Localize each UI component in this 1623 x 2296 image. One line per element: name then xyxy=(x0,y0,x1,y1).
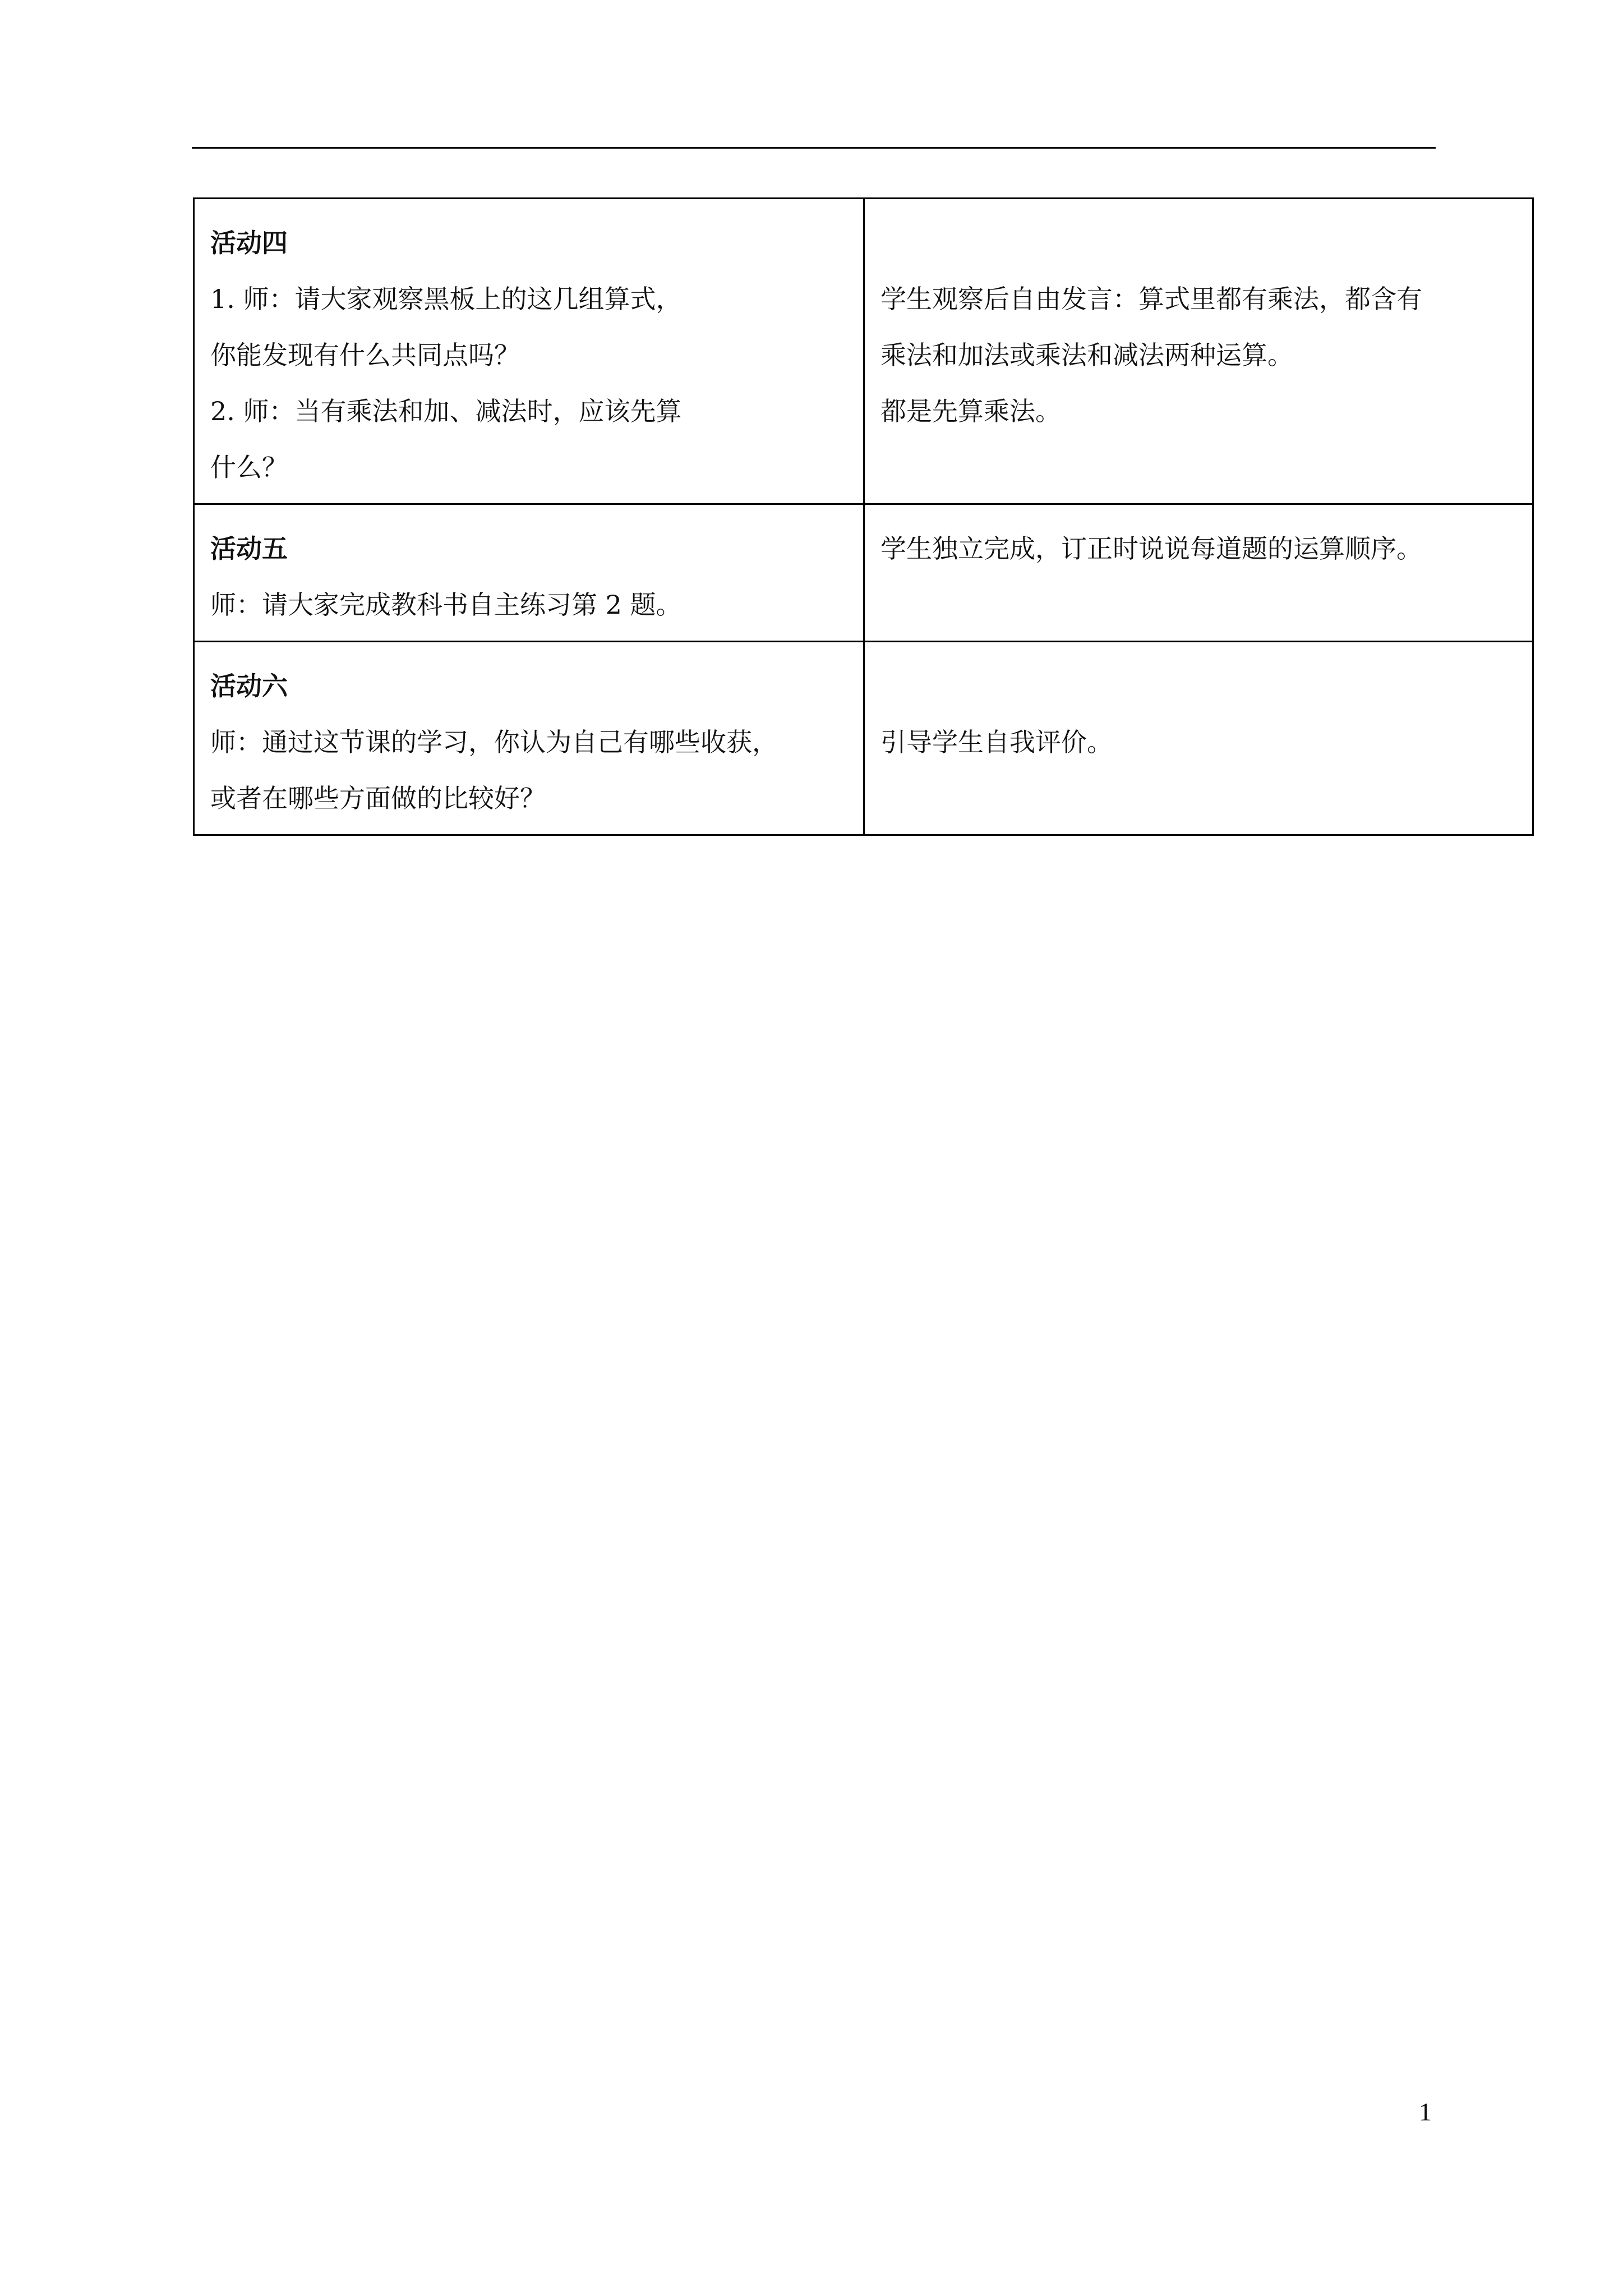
student-text-line: 都是先算乘法。 xyxy=(880,396,1061,426)
page-number: 1 xyxy=(1419,2097,1432,2126)
teacher-text-line: 1. 师：请大家观察黑板上的这几组算式， xyxy=(210,284,682,314)
activity-title: 活动四 xyxy=(210,228,288,258)
student-activity-cell xyxy=(864,642,1533,835)
table-row xyxy=(194,504,1533,642)
student-text-line: 引导学生自我评价。 xyxy=(880,727,1113,757)
teacher-activity-cell xyxy=(194,199,864,504)
teacher-text-line: 或者在哪些方面做的比较好？ xyxy=(210,783,546,813)
student-text-line: 学生观察后自由发言：算式里都有乘法，都含有 xyxy=(880,284,1422,314)
teacher-text-line: 你能发现有什么共同点吗？ xyxy=(210,340,520,370)
table-row xyxy=(194,642,1533,835)
student-text-line: 学生独立完成，订正时说说每道题的运算顺序。 xyxy=(880,533,1422,564)
header-rule xyxy=(192,147,1436,149)
teacher-text-line: 2. 师：当有乘法和加、减法时，应该先算 xyxy=(210,396,682,426)
table-row xyxy=(194,199,1533,504)
student-text-line: 乘法和加法或乘法和减法两种运算。 xyxy=(880,340,1293,370)
teacher-activity-cell xyxy=(194,504,864,642)
lesson-plan-table xyxy=(193,197,1534,836)
teacher-text-line: 什么？ xyxy=(210,452,288,482)
activity-title: 活动五 xyxy=(210,533,288,564)
teacher-text-line: 师：请大家完成教科书自主练习第 2 题。 xyxy=(210,590,682,620)
student-activity-cell xyxy=(864,199,1533,504)
teacher-activity-cell xyxy=(194,642,864,835)
teacher-text-line: 师：通过这节课的学习，你认为自己有哪些收获， xyxy=(210,727,778,757)
student-activity-cell xyxy=(864,504,1533,642)
activity-title: 活动六 xyxy=(210,671,288,701)
